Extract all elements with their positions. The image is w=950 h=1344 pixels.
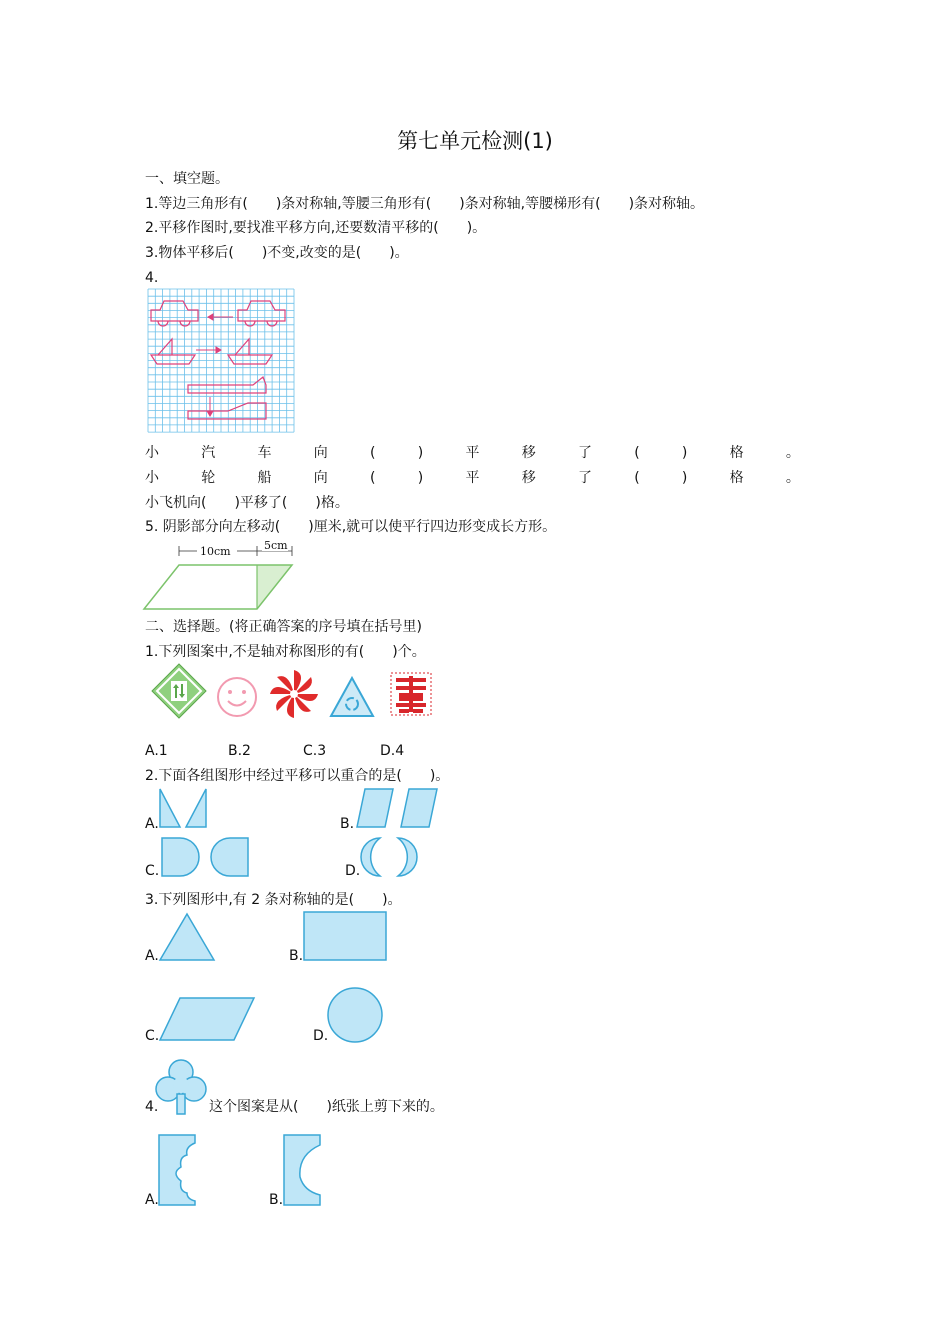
s2-q1-option-b: B.2 xyxy=(228,743,251,759)
s2-q3-label-a: A. xyxy=(145,948,159,964)
smiley-face-icon xyxy=(216,676,258,718)
s2-q4-label-b: B. xyxy=(269,1192,284,1208)
s1-question-4-label: 4. xyxy=(145,270,159,286)
double-happiness-icon xyxy=(389,671,433,717)
s2-q1-option-c: C.3 xyxy=(303,743,327,759)
q2-option-b-shapes xyxy=(355,787,439,829)
pinwheel-icon xyxy=(268,668,320,720)
q3-option-c-parallelogram xyxy=(158,996,256,1042)
q3-option-d-circle xyxy=(326,986,384,1044)
s2-q3-label-d: D. xyxy=(313,1028,329,1044)
dimension-5cm: 5cm xyxy=(264,539,288,552)
translation-grid-figure xyxy=(148,289,294,432)
plane-top-shape xyxy=(188,377,266,393)
q4-option-b-paper xyxy=(282,1133,324,1207)
s2-q3-label-b: B. xyxy=(289,948,304,964)
s2-q3-label-c: C. xyxy=(145,1028,160,1044)
q3-option-b-rectangle xyxy=(302,910,388,962)
q4-option-a-paper xyxy=(157,1133,199,1207)
s2-q4-label-a: A. xyxy=(145,1192,159,1208)
s1-question-5: 5. 阴影部分向左移动( )厘米,就可以使平行四边形变成长方形。 xyxy=(145,519,557,535)
s2-question-4: 这个图案是从( )纸张上剪下来的。 xyxy=(209,1099,444,1115)
q2-option-d-shapes xyxy=(360,836,420,878)
s2-question-4-label: 4. xyxy=(145,1099,159,1115)
s2-question-2: 2.下面各组图形中经过平移可以重合的是( )。 xyxy=(145,768,450,784)
q2-option-c-shapes xyxy=(160,836,252,878)
s2-q2-label-c: C. xyxy=(145,863,160,879)
s2-q2-label-b: B. xyxy=(340,816,355,832)
page-title: 第七单元检测(1) xyxy=(397,129,553,153)
s1-question-1: 1.等边三角形有( )条对称轴,等腰三角形有( )条对称轴,等腰梯形有( )条对称轴。 xyxy=(145,196,705,212)
s2-q2-label-d: D. xyxy=(345,863,361,879)
s1-question-2: 2.平移作图时,要找准平移方向,还要数清平移的( )。 xyxy=(145,220,487,236)
section1-heading: 一、填空题。 xyxy=(145,171,229,187)
s2-question-1: 1.下列图案中,不是轴对称图形的有( )个。 xyxy=(145,644,426,660)
recycle-triangle-icon xyxy=(329,676,375,718)
club-pattern-icon xyxy=(155,1058,207,1116)
s1-question-3: 3.物体平移后( )不变,改变的是( )。 xyxy=(145,245,409,261)
boat-translation-line: 小 轮 船 向 ( ) 平 移 了 ( ) 格 。 xyxy=(145,470,800,486)
q2-option-a-shapes xyxy=(158,787,210,829)
s2-q1-option-d: D.4 xyxy=(380,743,405,759)
dimension-10cm: 10cm xyxy=(200,545,231,558)
plane-translation-line: 小飞机向( )平移了( )格。 xyxy=(145,495,349,511)
s2-question-3: 3.下列图形中,有 2 条对称轴的是( )。 xyxy=(145,892,402,908)
section2-heading: 二、选择题。(将正确答案的序号填在括号里) xyxy=(145,619,422,635)
s2-q1-option-a: A.1 xyxy=(145,743,168,759)
car-translation-line: 小 汽 车 向 ( ) 平 移 了 ( ) 格 。 xyxy=(145,445,800,461)
q3-option-a-triangle xyxy=(158,912,216,962)
diamond-arrows-icon xyxy=(151,663,207,719)
s2-q2-label-a: A. xyxy=(145,816,159,832)
